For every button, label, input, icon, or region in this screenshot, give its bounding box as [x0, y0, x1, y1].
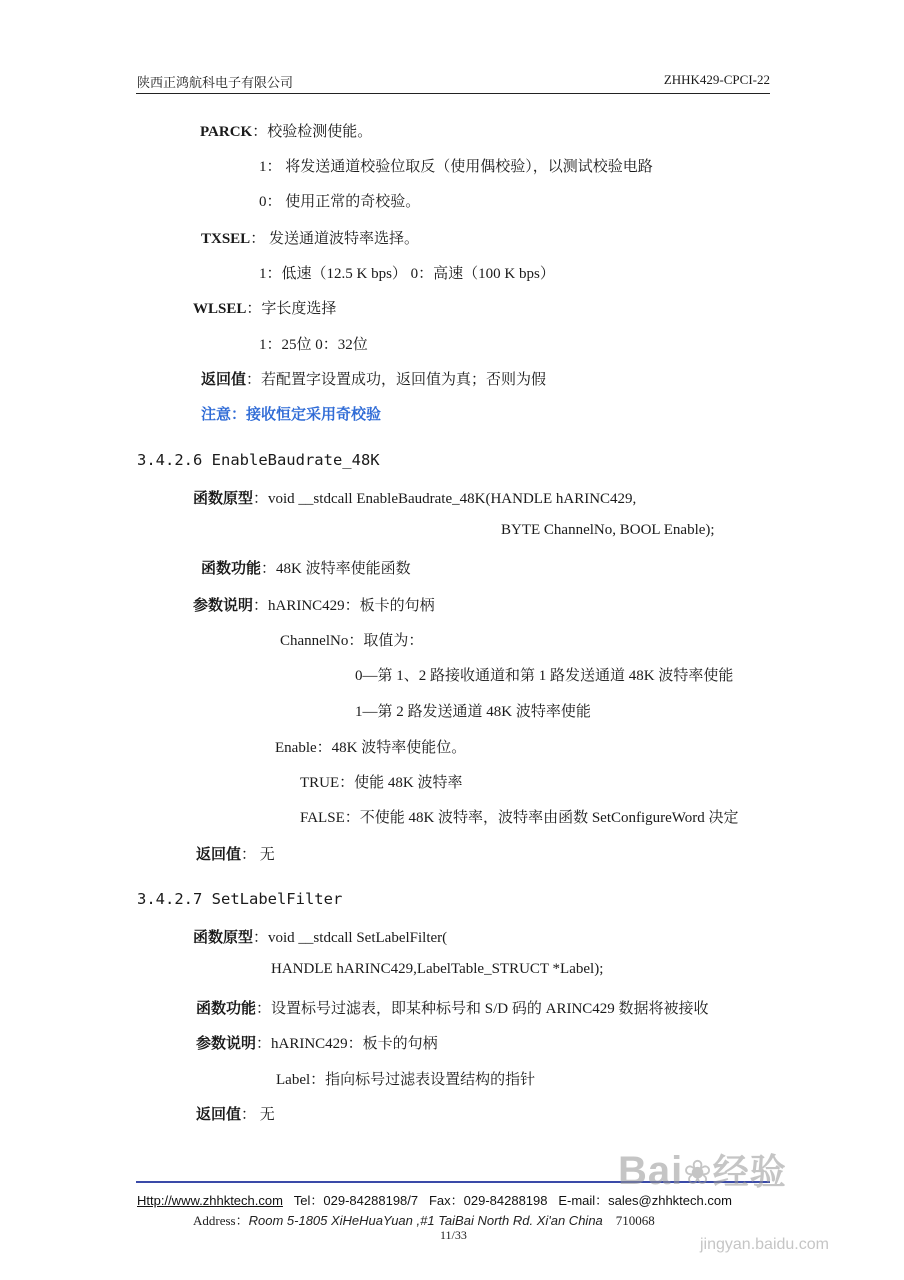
sec7-param-label: 参数说明	[196, 1036, 257, 1052]
return-line	[201, 368, 546, 389]
sec7-label-text: Label：指向标号过滤表设置结构的指针	[276, 1072, 536, 1088]
paw-icon: ❀	[683, 1154, 713, 1192]
return-label: 返回值	[201, 372, 247, 388]
wlsel-line	[193, 297, 336, 318]
header-rule	[136, 93, 770, 94]
sec6-true-text: TRUE：使能 48K 波特率	[300, 775, 463, 791]
sec6-func-line	[201, 557, 411, 578]
sec6-channel-opt1: 1—第 2 路发送通道 48K 波特率使能	[355, 704, 591, 720]
footer-zip: 710068	[615, 1213, 655, 1228]
sec6-func-text: ：48K 波特率使能函数	[261, 561, 411, 577]
watermark-brand: Bai	[618, 1149, 684, 1193]
watermark-brand-cn: 经验	[712, 1151, 787, 1192]
return-text: ：若配置字设置成功，返回值为真；否则为假	[246, 372, 547, 388]
sec7-func-line	[196, 997, 709, 1018]
sec6-proto-text1: ：void __stdcall EnableBaudrate_48K(HANDLE hARINC429,	[253, 491, 637, 507]
sec6-channel-text: ChannelNo：取值为：	[280, 633, 424, 649]
txsel-line	[201, 227, 419, 248]
sec7-proto-text1: ：void __stdcall SetLabelFilter(	[253, 930, 448, 946]
parck-opt1: 1： 将发送通道校验位取反（使用偶校验），以测试校验电路	[259, 159, 653, 175]
txsel-label: TXSEL	[201, 231, 251, 247]
footer-address-label: Address：	[193, 1213, 249, 1228]
footer-url-link[interactable]: Http://www.zhhktech.com	[137, 1193, 283, 1208]
sec6-false-text: FALSE：不使能 48K 波特率，波特率由函数 SetConfigureWord 决定	[300, 810, 739, 826]
sec7-param-text: ：hARINC429：板卡的句柄	[256, 1036, 438, 1052]
wlsel-label: WLSEL	[193, 301, 247, 317]
sec6-proto-label: 函数原型	[193, 491, 254, 507]
sec6-return-text: ： 无	[241, 847, 275, 863]
parck-opt0: 0： 使用正常的奇校验。	[259, 194, 421, 210]
sec6-return-line	[196, 843, 275, 864]
wlsel-opts: 1：25位 0：32位	[259, 337, 368, 353]
sec6-enable-text: Enable：48K 波特率使能位。	[275, 740, 467, 756]
sec7-return-label: 返回值	[196, 1107, 242, 1123]
sec7-proto-line1	[193, 926, 447, 947]
sec7-proto-label: 函数原型	[193, 930, 254, 946]
header-company: 陕西正鸿航科电子有限公司	[137, 75, 294, 90]
sec7-param-line	[196, 1032, 438, 1053]
footer-address-text: Room 5-1805 XiHeHuaYuan ,#1 TaiBai North Rd. Xi'an China	[248, 1213, 603, 1228]
sec6-param-label: 参数说明	[193, 598, 254, 614]
sec7-proto-line2: HANDLE hARINC429,LabelTable_STRUCT *Label);	[271, 961, 604, 977]
sec6-param-line	[193, 594, 435, 615]
section-heading-enablebaudrate: 3.4.2.6 EnableBaudrate_48K	[137, 451, 380, 469]
sec7-return-line	[196, 1103, 275, 1124]
sec6-return-label: 返回值	[196, 847, 242, 863]
footer-tel: Tel：029-84288198/7	[293, 1193, 419, 1208]
sec6-proto-line2: BYTE ChannelNo, BOOL Enable);	[501, 522, 715, 538]
page-number: 11/33	[440, 1228, 467, 1242]
sec7-return-text: ： 无	[241, 1107, 275, 1123]
txsel-opts: 1：低速（12.5 K bps） 0：高速（100 K bps）	[259, 266, 555, 282]
sec6-proto-line1	[193, 487, 636, 508]
sec7-func-label: 函数功能	[196, 1001, 257, 1017]
footer-fax: Fax：029-84288198	[428, 1193, 548, 1208]
parck-label: PARCK	[200, 124, 253, 140]
parck-desc: ：校验检测使能。	[252, 124, 373, 140]
parck-line	[200, 120, 372, 141]
sec6-param-text: ：hARINC429：板卡的句柄	[253, 598, 435, 614]
sec6-func-label: 函数功能	[201, 561, 262, 577]
section-heading-setlabelfilter: 3.4.2.7 SetLabelFilter	[137, 890, 343, 908]
note-text: 注意：接收恒定采用奇校验	[201, 407, 382, 423]
watermark-logo	[618, 1144, 787, 1195]
sec6-channel-opt0: 0—第 1、2 路接收通道和第 1 路发送通道 48K 波特率使能	[355, 668, 734, 684]
header-doc-id: ZHHK429-CPCI-22	[663, 72, 770, 87]
footer-email: E-mail：sales@zhhktech.com	[558, 1193, 732, 1208]
footer-address	[193, 1210, 655, 1229]
wlsel-desc: ：字长度选择	[246, 301, 337, 317]
txsel-desc: ： 发送通道波特率选择。	[250, 231, 419, 247]
watermark-url: jingyan.baidu.com	[700, 1236, 829, 1253]
sec7-func-text: ：设置标号过滤表，即某种标号和 S/D 码的 ARINC429 数据将被接收	[256, 1001, 709, 1017]
